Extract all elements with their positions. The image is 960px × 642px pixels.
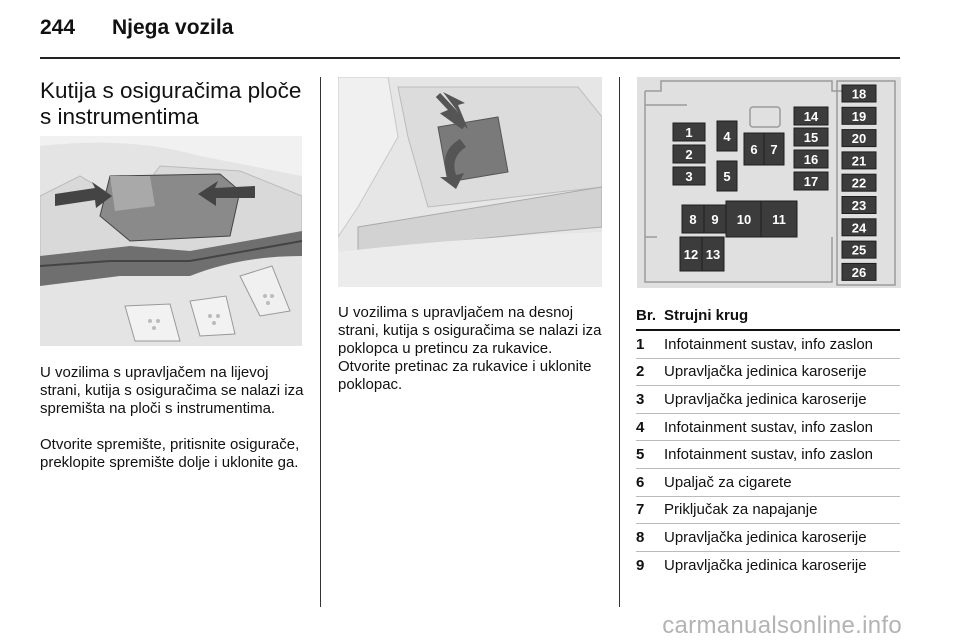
row-number: 7 [636, 501, 645, 519]
fuse-label: 17 [803, 174, 819, 189]
column-header-circuit: Strujni krug [664, 307, 749, 324]
header-rule [40, 57, 900, 59]
column-header-number: Br. [636, 307, 657, 324]
fuse-label: 19 [851, 108, 867, 124]
row-circuit: Infotainment sustav, info zaslon [664, 418, 874, 436]
row-number: 4 [636, 418, 645, 436]
fuse-label: 16 [803, 152, 819, 167]
row-circuit: Upravljačka jedinica karoserije [664, 390, 867, 408]
row-circuit: Priključak za napajanje [664, 501, 818, 519]
fuse-label: 10 [736, 212, 752, 227]
left-paragraph-1: U vozilima s upravljačem na lijevoj strani, kutija s osiguračima se nalazi iza spremišta na ploči s instrumentima. [40, 364, 304, 417]
fuse-label: 23 [851, 198, 867, 213]
section-heading: Kutija s osiguračima ploče s instrumentima [40, 78, 302, 129]
row-number: 6 [636, 473, 645, 491]
fuse-label: 11 [772, 212, 786, 227]
fuse-label: 9 [711, 212, 719, 227]
fuse-label: 22 [851, 175, 867, 191]
table-row [636, 524, 900, 552]
table-row [636, 386, 900, 414]
page-number: 244 [40, 16, 76, 39]
table-row [636, 497, 900, 525]
row-circuit: Upravljačka jedinica karoserije [664, 363, 867, 381]
fuse-table [636, 307, 900, 578]
fuse-label: 21 [851, 153, 867, 169]
row-circuit: Upaljač za cigarete [664, 473, 792, 491]
watermark: carmanualsonline.info [662, 612, 902, 639]
column-divider-left [320, 77, 321, 607]
page-header [40, 16, 233, 40]
fuse-label: 6 [750, 142, 758, 157]
fuse-label: 8 [689, 212, 697, 227]
table-row [636, 331, 900, 359]
fuse-label: 3 [685, 169, 693, 184]
glovebox-illustration-lhd [40, 136, 302, 346]
table-row [636, 469, 900, 497]
fuse-label: 25 [851, 242, 867, 258]
glovebox-illustration-rhd [338, 77, 602, 287]
fuse-label: 24 [851, 220, 867, 236]
column-divider-right [619, 77, 620, 607]
table-row [636, 359, 900, 387]
row-number: 2 [636, 363, 645, 381]
table-row [636, 552, 900, 579]
row-circuit: Infotainment sustav, info zaslon [664, 446, 874, 464]
row-circuit: Infotainment sustav, info zaslon [664, 335, 874, 353]
left-paragraph-2: Otvorite spremište, pritisnite osigurače, preklopite spremište dolje i uklonite ga. [40, 436, 300, 471]
row-number: 8 [636, 528, 645, 546]
row-number: 9 [636, 556, 645, 574]
fuse-label: 7 [770, 142, 778, 157]
table-header [636, 307, 900, 331]
fuse-label: 26 [851, 264, 867, 280]
fuse-box-diagram [637, 77, 901, 288]
fuse-label: 13 [705, 247, 721, 262]
table-row [636, 441, 900, 469]
row-circuit: Upravljačka jedinica karoserije [664, 556, 867, 574]
row-number: 5 [636, 446, 645, 464]
fuse-label: 18 [851, 86, 867, 102]
fuse-label: 20 [851, 131, 867, 147]
middle-paragraph: U vozilima s upravljačem na desnoj strani, kutija s osiguračima se nalazi iza poklopca u pretincu za rukavice. Otvorite pretinac za rukavice i uklonite poklopac. [338, 304, 602, 393]
fuse-label: 12 [683, 247, 699, 262]
fuse-label: 15 [803, 130, 819, 145]
fuse-label: 4 [723, 129, 731, 144]
fuse-label: 5 [723, 169, 731, 184]
fuse-label: 2 [685, 147, 693, 162]
table-row [636, 414, 900, 442]
row-number: 3 [636, 390, 645, 408]
row-circuit: Upravljačka jedinica karoserije [664, 528, 867, 546]
row-number: 1 [636, 335, 645, 353]
fuse-label: 1 [685, 125, 693, 140]
fuse-label: 14 [803, 109, 819, 124]
section-title: Njega vozila [112, 16, 234, 39]
